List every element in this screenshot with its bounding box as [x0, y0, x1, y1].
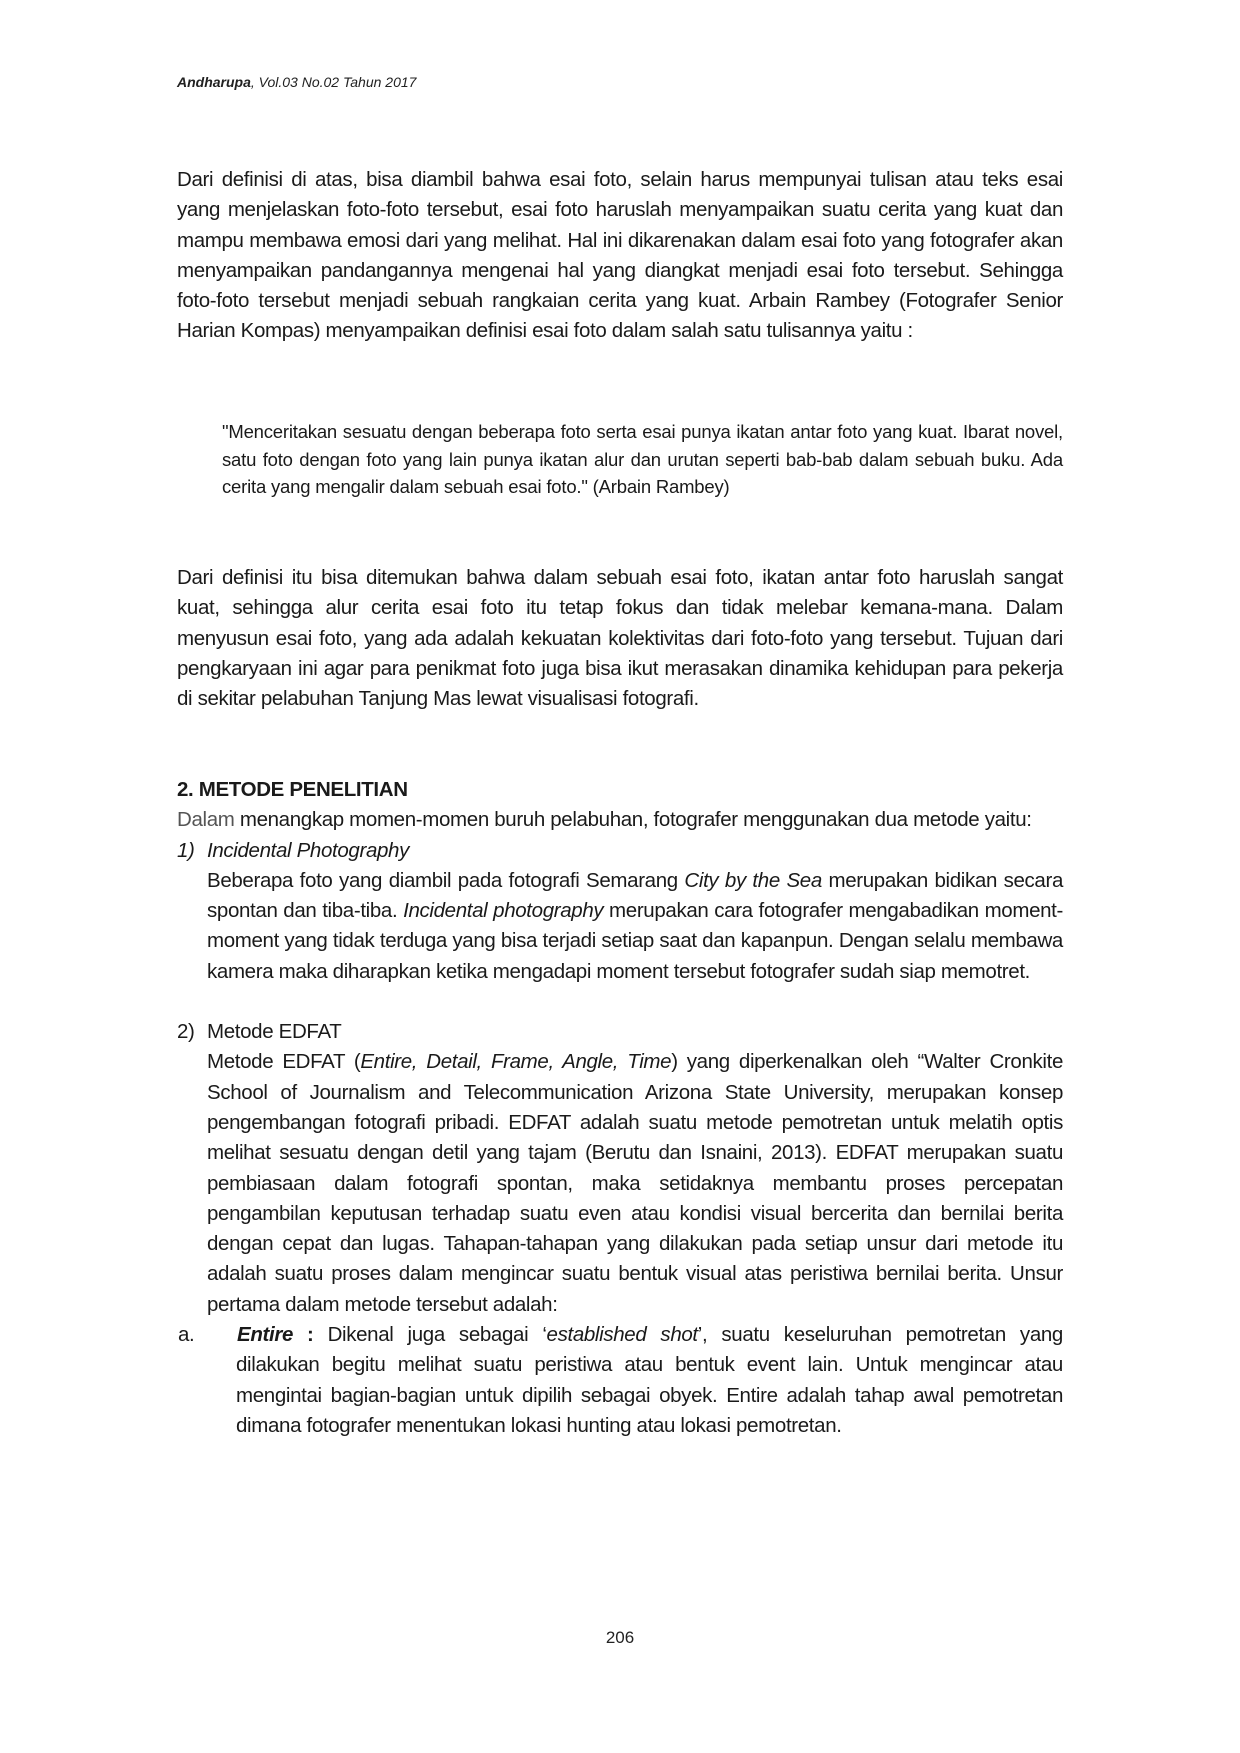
method1-italic-incidental: Incidental photography: [403, 899, 604, 923]
method2-text-a: Metode EDFAT (: [207, 1050, 361, 1074]
item-a-term: Entire: [237, 1323, 293, 1347]
intro-first-word: Dalam: [177, 808, 235, 832]
method2-description: [177, 1047, 1063, 1320]
section-metode: [177, 775, 1063, 1441]
method1-title: Incidental Photography: [207, 838, 410, 862]
method1-text-b: merupakan bidikan secara spontan dan tiba-tiba.: [207, 868, 1063, 923]
running-header: [177, 74, 416, 90]
method1-italic-city: City by the Sea: [684, 868, 822, 892]
volume-info: , Vol.03 No.02 Tahun 2017: [250, 74, 417, 90]
item-a-text-a: Dikenal juga sebagai ‘: [327, 1323, 547, 1347]
paragraph-conclusion: Dari definisi itu bisa ditemukan bahwa dalam sebuah esai foto, ikatan antar foto haruslah sangat kuat, sehingga alur cerita esai foto itu tetap fokus dan tidak melebar kemana-mana. Dalam menyusun esai foto, yang ada adalah kekuatan kolektivitas dari foto-foto yang tersebut. Tujuan dari pengkaryaan ini agar para penikmat foto juga bisa ikut merasakan dinamika kehidupan para pekerja di sekitar pelabuhan Tanjung Mas lewat visualisasi fotografi.: [177, 566, 1063, 711]
method1-text-a: Beberapa foto yang diambil pada fotografi Semarang: [207, 868, 685, 892]
block-quote: "Menceritakan sesuatu dengan beberapa foto serta esai punya ikatan antar foto yang kuat. Ibarat novel, satu foto dengan foto yang lain punya ikatan alur dan urutan seperti bab-bab dalam sebuah buku. Ada cerita yang mengalir dalam sebuah esai foto." (Arbain Rambey): [222, 421, 1063, 498]
page-number: 206: [605, 1628, 635, 1647]
section-heading: 2. METODE PENELITIAN: [177, 778, 408, 801]
method2-label: 2): [177, 1020, 195, 1044]
method1-text-c: merupakan cara fotografer mengabadikan moment-moment yang tidak terduga yang bisa terjadi setiap saat dan kapanpun. Dengan selalu membawa kamera maka diharapkan ketika mengadapi moment tersebut fotografer sudah siap memotret.: [207, 899, 1063, 983]
method2-title: Metode EDFAT: [207, 1020, 342, 1044]
item-a-colon: :: [293, 1323, 328, 1347]
item-a-italic: established shot: [546, 1323, 698, 1347]
item-a-text-b: ’, suatu keseluruhan pemotretan yang dilakukan begitu melihat suatu peristiwa atau bentuk event lain. Untuk mengincar atau mengintai bagian-bagian untuk dipilih sebagai obyek. Entire adalah tahap awal pemotretan dimana fotografer menentukan lokasi hunting atau lokasi pemotretan.: [236, 1323, 1063, 1437]
method2-item-entire: [177, 1320, 1063, 1441]
method2-italic-edfat: Entire, Detail, Frame, Angle, Time: [360, 1050, 672, 1074]
method1-label: 1): [177, 838, 195, 862]
intro-text: menangkap momen-momen buruh pelabuhan, fotografer menggunakan dua metode yaitu:: [234, 808, 1032, 832]
paragraph-definition: Dari definisi di atas, bisa diambil bahwa esai foto, selain harus mempunyai tulisan atau teks esai yang menjelaskan foto-foto tersebut, esai foto haruslah menyampaikan suatu cerita yang kuat dan mampu membawa emosi dari yang melihat. Hal ini dikarenakan dalam esai foto yang fotografer akan menyampaikan pandangannya mengenai hal yang diangkat menjadi esai foto tersebut. Sehingga foto-foto tersebut menjadi sebuah rangkaian cerita yang kuat. Arbain Rambey (Fotografer Senior Harian Kompas) menyampaikan definisi esai foto dalam salah satu tulisannya yaitu :: [177, 168, 1063, 343]
item-a-label: a.: [178, 1323, 195, 1347]
method1-title-row: [177, 836, 1063, 866]
method2-title-row: [177, 1017, 1063, 1047]
method2-text-b: ) yang diperkenalkan oleh “Walter Cronkite School of Journalism and Telecommunication Arizona State University, merupakan konsep pengembangan fotografi pribadi. EDFAT adalah suatu metode pemotretan untuk melatih optis melihat sesuatu dengan detil yang tajam (Berutu dan Isnaini, 2013). EDFAT merupakan suatu pembiasaan dalam fotografi spontan, maka setidaknya membantu proses percepatan pengambilan keputusan terhadap suatu even atau kondisi visual bercerita dan bernilai berita dengan cepat dan lugas. Tahapan-tahapan yang dilakukan pada setiap unsur dari metode itu adalah suatu proses dalam mengincar suatu bentuk visual atas peristiwa bernilai berita. Unsur pertama dalam metode tersebut adalah:: [207, 1050, 1064, 1316]
section-intro: [177, 805, 1063, 835]
method1-description: [177, 866, 1063, 987]
journal-name: Andharupa: [177, 74, 251, 90]
